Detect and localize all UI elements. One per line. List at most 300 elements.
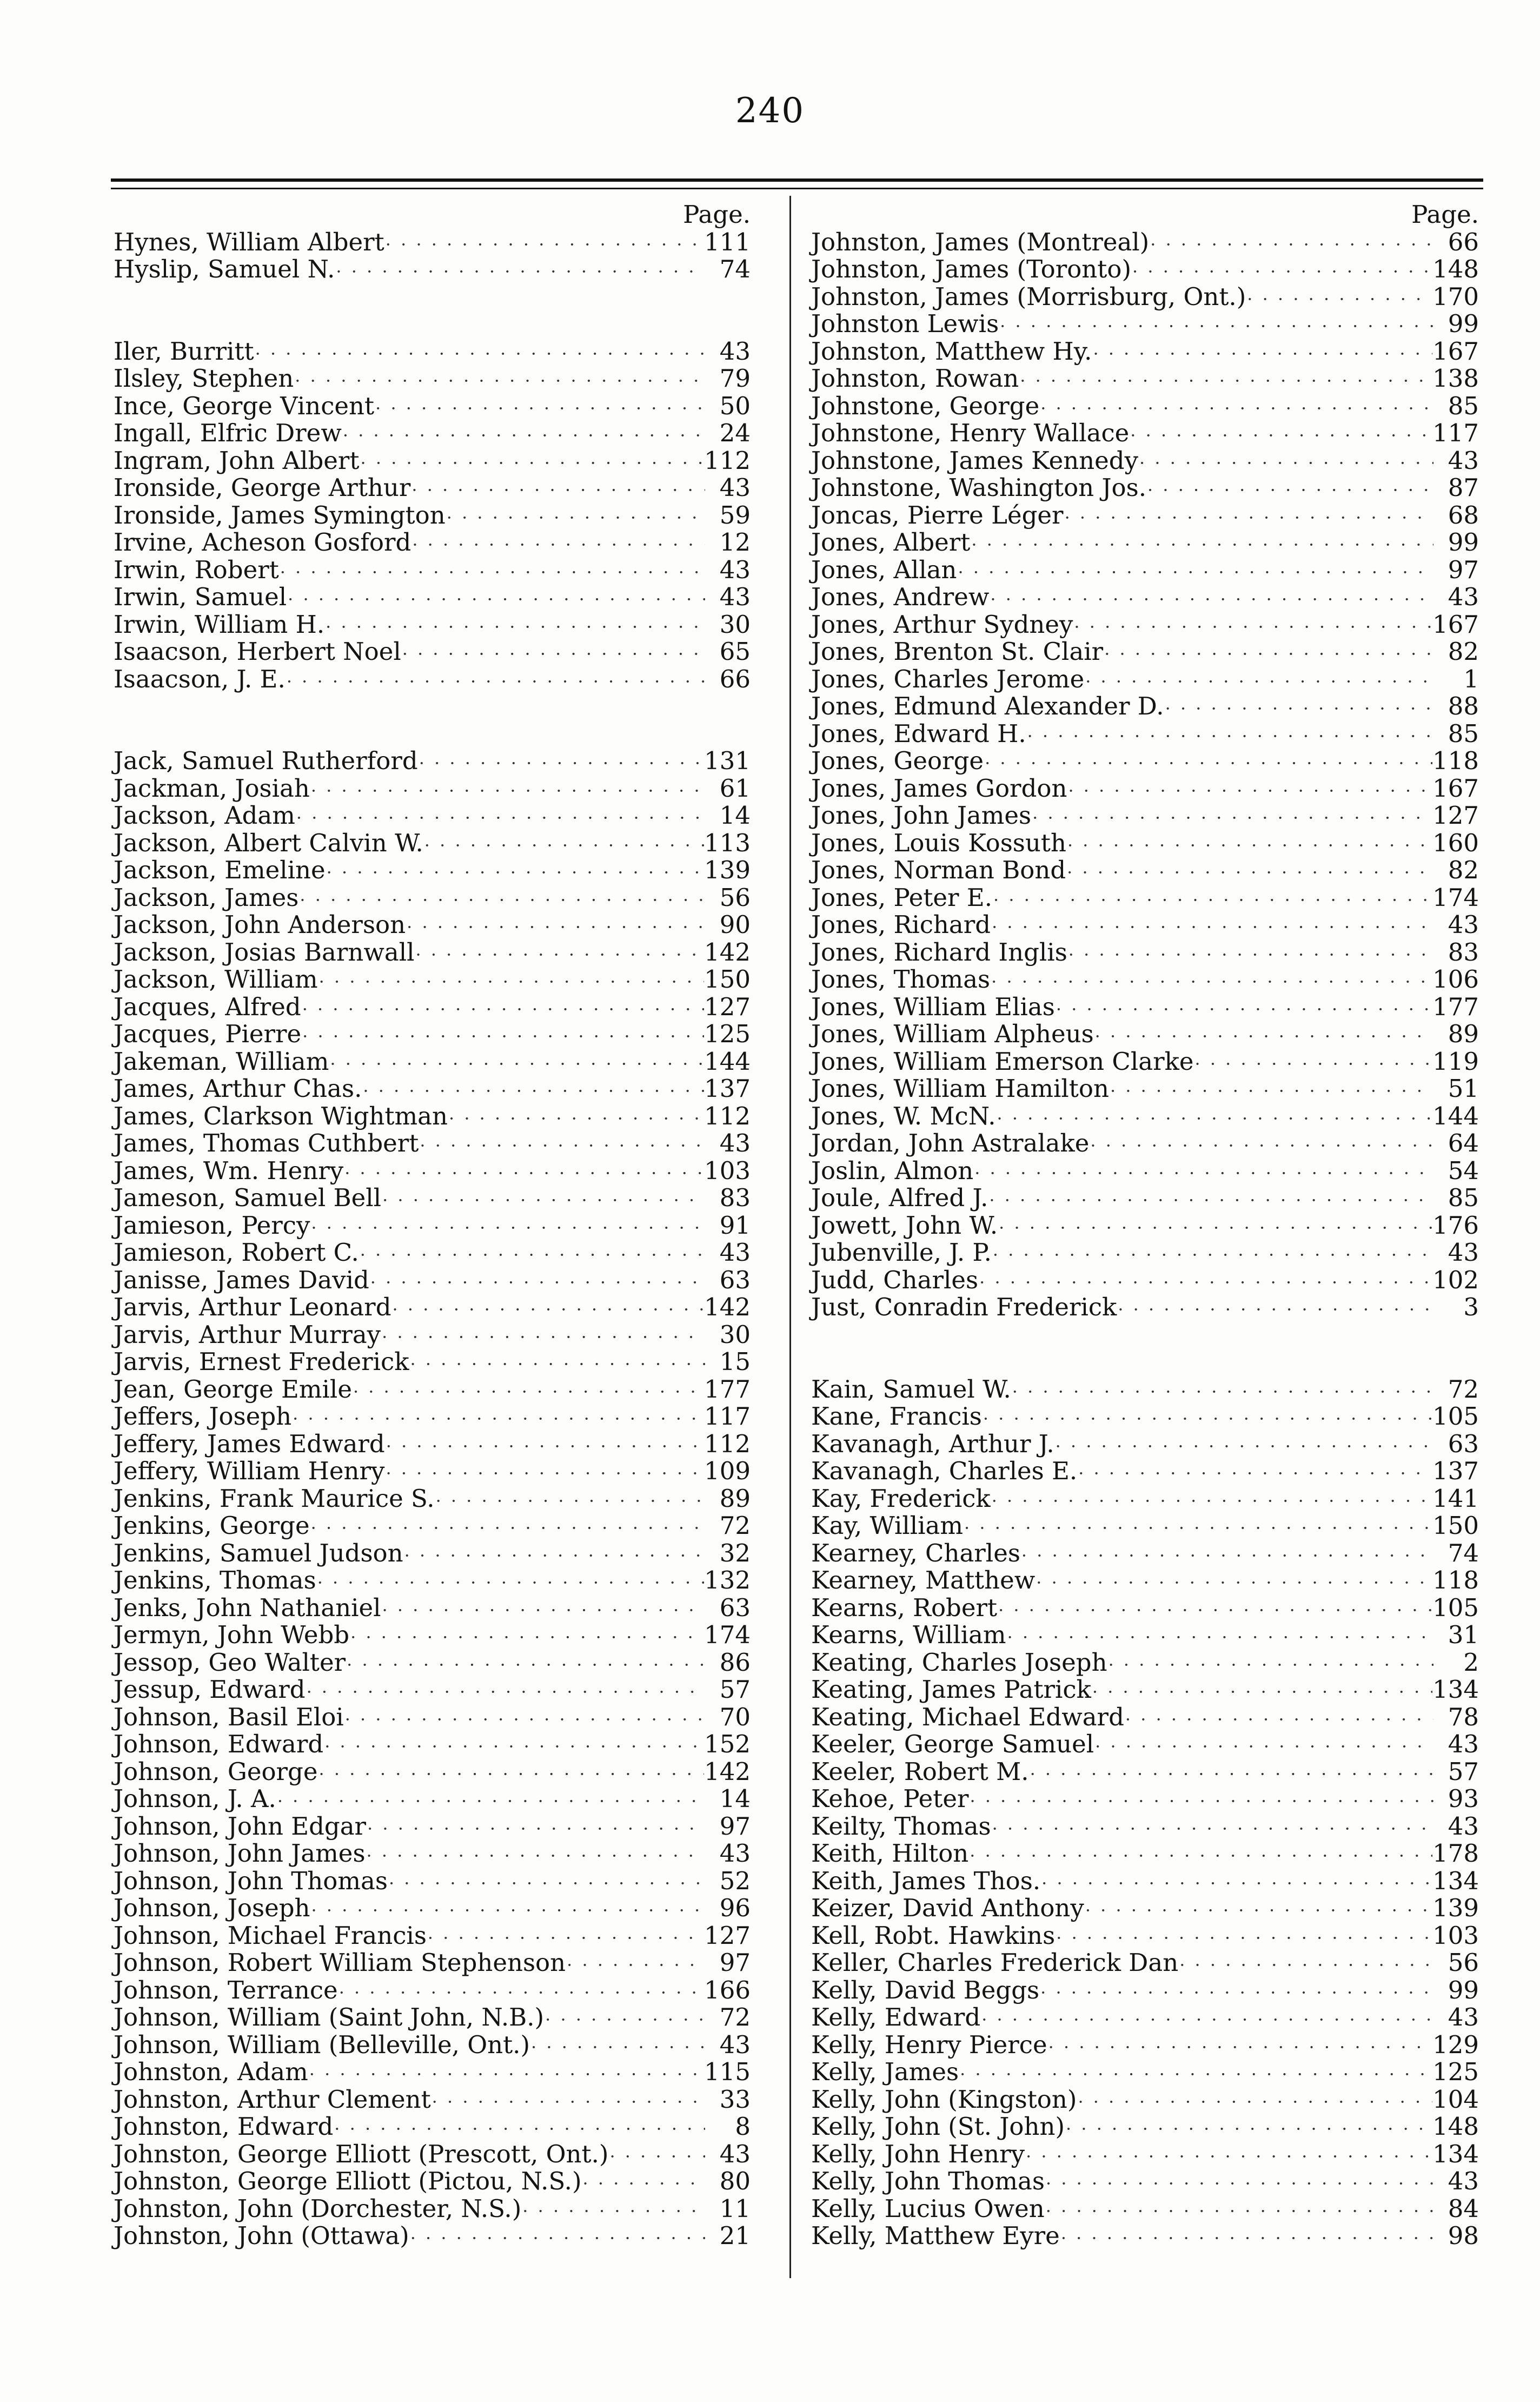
index-entry xyxy=(811,1567,1479,1594)
leader-dots xyxy=(1019,367,1432,395)
index-entry xyxy=(811,1431,1479,1458)
entry-page: 83 xyxy=(719,1183,751,1212)
entry-name: Jones, Charles Jerome xyxy=(811,664,1085,693)
entry-name: Johnson, Robert William Stephenson xyxy=(114,1948,566,1977)
leader-dots xyxy=(349,1624,704,1651)
leader-dots xyxy=(423,832,704,859)
index-entry xyxy=(114,1212,751,1240)
entry-page: 127 xyxy=(704,992,751,1021)
entry-name: Johnston, James (Morrisburg, Ont.) xyxy=(811,282,1246,311)
leader-dots xyxy=(1031,804,1432,832)
entry-name: Kelly, Matthew Eyre xyxy=(811,2221,1060,2250)
index-entry xyxy=(811,1922,1479,1950)
index-entry xyxy=(811,1731,1479,1758)
index-entry xyxy=(811,1048,1479,1076)
entry-name: Jacques, Pierre xyxy=(114,1020,302,1048)
entry-name: Jones, William Alpheus xyxy=(811,1020,1094,1048)
entry-name: James, Arthur Chas. xyxy=(114,1074,362,1103)
entry-page: 97 xyxy=(719,1948,751,1977)
leader-dots xyxy=(310,1214,705,1242)
index-entry xyxy=(811,1485,1479,1513)
index-entry xyxy=(811,1130,1479,1157)
entry-name: Jackson, John Anderson xyxy=(114,910,406,939)
leader-dots xyxy=(1047,2034,1432,2061)
index-entry xyxy=(811,1294,1479,1321)
entry-name: Johnson, John Thomas xyxy=(114,1866,388,1895)
index-entry xyxy=(811,1267,1479,1294)
entry-name: Jones, Thomas xyxy=(811,965,991,994)
leader-dots xyxy=(318,968,704,996)
index-entry xyxy=(811,1758,1479,1786)
entry-page: 30 xyxy=(719,610,751,639)
leader-dots xyxy=(1077,1460,1432,1487)
entry-name: Jermyn, John Webb xyxy=(114,1620,350,1649)
leader-dots xyxy=(992,886,1432,914)
leader-dots xyxy=(448,1105,704,1133)
entry-page: 43 xyxy=(719,555,751,584)
entry-name: Jarvis, Arthur Murray xyxy=(114,1320,381,1349)
entry-page: 30 xyxy=(719,1320,751,1349)
leader-dots xyxy=(286,668,705,696)
leader-dots xyxy=(352,1378,704,1406)
entry-page: 177 xyxy=(704,1374,751,1404)
index-entry xyxy=(811,2222,1479,2250)
entry-page: 2 xyxy=(1463,1647,1479,1677)
leader-dots xyxy=(992,1241,1433,1269)
leader-dots xyxy=(401,640,705,668)
index-entry xyxy=(114,1649,751,1677)
entry-page: 43 xyxy=(1448,2003,1479,2032)
entry-name: Jones, George xyxy=(811,746,984,775)
entry-page: 65 xyxy=(719,637,751,666)
entry-name: Johnston, John (Ottawa) xyxy=(114,2221,409,2250)
leader-dots xyxy=(1164,695,1433,723)
index-entry xyxy=(811,393,1479,420)
index-entry xyxy=(811,1704,1479,1731)
entry-name: Jack, Samuel Rutherford xyxy=(114,746,418,775)
leader-dots xyxy=(1006,1624,1433,1651)
index-entry xyxy=(114,857,751,884)
index-entry xyxy=(811,1157,1479,1185)
leader-dots xyxy=(957,559,1433,586)
leader-dots xyxy=(970,531,1433,559)
index-entry xyxy=(114,2032,751,2059)
entry-page: 43 xyxy=(1448,1238,1479,1267)
leader-dots xyxy=(410,477,705,504)
leader-dots xyxy=(295,804,705,832)
leader-dots xyxy=(324,613,705,641)
entry-name: Johnston, Rowan xyxy=(811,364,1019,393)
index-entry xyxy=(114,1485,751,1513)
entry-name: Kelly, John (St. John) xyxy=(811,2112,1065,2141)
leader-dots xyxy=(346,1651,705,1679)
leader-dots xyxy=(1054,1433,1433,1460)
index-entry xyxy=(811,994,1479,1021)
leader-dots xyxy=(316,1569,704,1597)
index-entry xyxy=(811,1376,1479,1404)
leader-dots xyxy=(276,1788,705,1815)
index-entry xyxy=(114,2141,751,2168)
leader-dots xyxy=(403,1542,705,1570)
index-entry xyxy=(811,720,1479,748)
leader-dots xyxy=(342,422,705,449)
leader-dots xyxy=(1084,1897,1432,1924)
entry-page: 82 xyxy=(1448,856,1479,884)
index-entry xyxy=(811,338,1479,366)
entry-name: Jones, Richard xyxy=(811,910,991,939)
entry-page: 64 xyxy=(1448,1129,1479,1157)
index-entry xyxy=(114,1758,751,1786)
index-entry xyxy=(114,365,751,393)
entry-page: 142 xyxy=(704,1757,751,1786)
leader-dots xyxy=(385,1433,704,1460)
leader-dots xyxy=(388,1870,705,1897)
entry-name: Joule, Alfred J. xyxy=(811,1183,988,1212)
entry-name: Jenkins, Frank Maurice S. xyxy=(114,1484,435,1513)
index-entry xyxy=(114,830,751,857)
index-entry xyxy=(811,1021,1479,1048)
right-column xyxy=(811,201,1479,2250)
page-column-label: Page. xyxy=(1411,200,1479,229)
entry-page: 51 xyxy=(1448,1074,1479,1103)
entry-page: 43 xyxy=(719,336,751,366)
entry-page: 72 xyxy=(1448,1374,1479,1404)
leader-dots xyxy=(1092,340,1432,368)
index-entry xyxy=(114,966,751,994)
leader-dots xyxy=(323,1733,704,1761)
entry-page: 84 xyxy=(1448,2194,1479,2223)
entry-name: Jones, Brenton St. Clair xyxy=(811,637,1104,666)
leader-dots xyxy=(406,914,705,941)
entry-name: Isaacson, J. E. xyxy=(114,664,286,693)
leader-dots xyxy=(1149,231,1433,259)
index-entry xyxy=(114,1840,751,1868)
index-entry xyxy=(114,557,751,584)
entry-name: Kelly, David Beggs xyxy=(811,1975,1040,2004)
entry-page: 134 xyxy=(1432,1866,1479,1895)
index-entry xyxy=(114,2059,751,2086)
index-entry xyxy=(114,2222,751,2250)
index-entry xyxy=(114,802,751,830)
entry-name: Kearney, Charles xyxy=(811,1538,1020,1567)
entry-page: 150 xyxy=(1432,1511,1479,1540)
entry-name: Janisse, James David xyxy=(114,1265,369,1294)
entry-page: 56 xyxy=(719,883,751,912)
entry-name: Jessup, Edward xyxy=(114,1675,306,1704)
entry-name: Jowett, John W. xyxy=(811,1210,998,1240)
entry-page: 85 xyxy=(1448,391,1479,420)
entry-page: 3 xyxy=(1463,1293,1479,1321)
index-entry xyxy=(114,1294,751,1321)
leader-dots xyxy=(1067,777,1432,805)
entry-name: Jones, W. McN. xyxy=(811,1101,996,1130)
leader-dots xyxy=(998,1214,1432,1242)
entry-name: Jones, Andrew xyxy=(811,583,990,611)
leader-dots xyxy=(1039,1979,1433,2007)
entry-name: James, Thomas Cuthbert xyxy=(114,1129,419,1157)
index-entry xyxy=(114,911,751,939)
entry-page: 148 xyxy=(1432,2112,1479,2141)
entry-name: Jenks, John Nathaniel xyxy=(114,1593,381,1622)
leader-dots xyxy=(335,258,705,286)
leader-dots xyxy=(989,586,1433,613)
index-entry xyxy=(811,310,1479,338)
index-entry xyxy=(811,1676,1479,1704)
entry-name: Jackson, Adam xyxy=(114,801,295,830)
entry-page: 117 xyxy=(704,1402,751,1431)
index-entry xyxy=(114,1376,751,1404)
entry-name: Kavanagh, Arthur J. xyxy=(811,1429,1054,1458)
index-entry xyxy=(114,1157,751,1185)
entry-page: 43 xyxy=(1448,446,1479,475)
entry-name: Keller, Charles Frederick Dan xyxy=(811,1948,1179,1977)
page-column-label: Page. xyxy=(683,200,751,229)
entry-page: 129 xyxy=(1432,2030,1479,2059)
entry-name: Jeffers, Joseph xyxy=(114,1402,292,1431)
entry-page: 160 xyxy=(1432,828,1479,857)
leader-dots xyxy=(374,395,705,422)
entry-page: 102 xyxy=(1432,1265,1479,1294)
leader-dots xyxy=(366,1842,705,1870)
leader-dots xyxy=(984,750,1432,777)
index-entry xyxy=(811,420,1479,447)
entry-name: Kavanagh, Charles E. xyxy=(811,1457,1078,1485)
index-entry xyxy=(114,666,751,693)
entry-page: 33 xyxy=(719,2085,751,2114)
leader-dots xyxy=(1064,504,1433,532)
index-entry xyxy=(811,802,1479,830)
leader-dots xyxy=(1039,395,1433,422)
entry-name: Jacques, Alfred xyxy=(114,992,301,1021)
index-entry xyxy=(811,1239,1479,1267)
index-entry xyxy=(811,2141,1479,2168)
leader-dots xyxy=(1026,723,1433,750)
index-entry xyxy=(114,994,751,1021)
entry-name: Johnston, Edward xyxy=(114,2112,334,2141)
index-entry xyxy=(114,1130,751,1157)
index-entry xyxy=(114,638,751,666)
entry-name: Joslin, Almon xyxy=(811,1156,974,1185)
entry-page: 98 xyxy=(1448,2221,1479,2250)
entry-page: 21 xyxy=(719,2221,751,2250)
entry-name: Keith, James Thos. xyxy=(811,1866,1041,1895)
entry-name: Kearns, William xyxy=(811,1620,1006,1649)
entry-page: 97 xyxy=(1448,555,1479,584)
entry-name: Jones, Richard Inglis xyxy=(811,937,1067,967)
index-entry xyxy=(811,2004,1479,2032)
index-entry xyxy=(811,584,1479,611)
entry-page: 68 xyxy=(1448,500,1479,530)
entry-name: Johnson, Joseph xyxy=(114,1894,310,1922)
leader-dots xyxy=(1020,1542,1433,1570)
entry-name: Keeler, George Samuel xyxy=(811,1730,1094,1758)
leader-dots xyxy=(1025,2143,1432,2171)
entry-name: Jordan, John Astralake xyxy=(811,1129,1090,1157)
leader-dots xyxy=(1084,668,1433,696)
entry-page: 142 xyxy=(704,937,751,967)
entry-page: 63 xyxy=(1448,1429,1479,1458)
entry-name: Kelly, John Thomas xyxy=(811,2167,1045,2195)
leader-dots xyxy=(308,2061,704,2088)
leader-dots xyxy=(1089,1132,1433,1160)
index-entry xyxy=(114,1567,751,1594)
leader-dots xyxy=(446,504,705,532)
entry-page: 174 xyxy=(704,1620,751,1649)
index-entry xyxy=(811,365,1479,393)
leader-dots xyxy=(326,859,704,886)
leader-dots xyxy=(310,1897,705,1924)
entry-name: Johnson, Michael Francis xyxy=(114,1921,427,1950)
entry-page: 176 xyxy=(1432,1210,1479,1240)
entry-page: 105 xyxy=(1432,1402,1479,1431)
entry-page: 31 xyxy=(1448,1620,1479,1649)
leader-dots xyxy=(381,1187,705,1214)
entry-page: 97 xyxy=(719,1811,751,1841)
index-entry xyxy=(811,1649,1479,1677)
index-entry xyxy=(811,2032,1479,2059)
leader-dots xyxy=(344,1706,705,1733)
leader-dots xyxy=(1107,1651,1433,1679)
leader-dots xyxy=(997,1597,1432,1624)
leader-dots xyxy=(310,777,705,805)
entry-page: 139 xyxy=(1432,1894,1479,1922)
entry-name: James, Wm. Henry xyxy=(114,1156,344,1185)
index-entry xyxy=(114,1785,751,1813)
entry-name: Hyslip, Samuel N. xyxy=(114,255,335,283)
index-entry xyxy=(811,911,1479,939)
entry-page: 93 xyxy=(1448,1784,1479,1813)
entry-name: Kay, William xyxy=(811,1511,964,1540)
entry-name: Johnston, James (Toronto) xyxy=(811,255,1132,283)
leader-dots xyxy=(391,1296,705,1324)
entry-name: Johnson, William (Saint John, N.B.) xyxy=(114,2003,545,2032)
index-entry xyxy=(114,1267,751,1294)
entry-page: 142 xyxy=(704,1293,751,1321)
entry-page: 78 xyxy=(1448,1702,1479,1731)
index-entry xyxy=(114,1731,751,1758)
entry-page: 138 xyxy=(1432,364,1479,393)
entry-name: Iler, Burritt xyxy=(114,336,254,366)
entry-page: 113 xyxy=(704,828,751,857)
leader-dots xyxy=(306,1678,705,1706)
entry-name: Johnston, Matthew Hy. xyxy=(811,336,1092,366)
entry-page: 79 xyxy=(719,364,751,393)
leader-dots xyxy=(369,1269,705,1296)
index-entry xyxy=(114,1676,751,1704)
entry-page: 105 xyxy=(1432,1593,1479,1622)
entry-page: 61 xyxy=(719,773,751,803)
entry-page: 115 xyxy=(704,2057,751,2086)
leader-dots xyxy=(980,2006,1433,2034)
entry-name: Johnston, George Elliott (Pictou, N.S.) xyxy=(114,2167,582,2195)
index-entry xyxy=(114,1949,751,1977)
entry-name: Johnstone, George xyxy=(811,391,1040,420)
leader-dots xyxy=(968,1788,1433,1815)
index-entry xyxy=(811,693,1479,720)
index-entry xyxy=(114,1403,751,1431)
leader-dots xyxy=(254,340,705,368)
leader-dots xyxy=(279,559,705,586)
entry-name: Jackman, Josiah xyxy=(114,773,310,803)
index-entry xyxy=(114,256,751,283)
entry-page: 80 xyxy=(719,2167,751,2195)
entry-name: Keating, James Patrick xyxy=(811,1675,1091,1704)
entry-page: 43 xyxy=(1448,910,1479,939)
entry-name: Kay, Frederick xyxy=(811,1484,991,1513)
entry-name: Ironside, George Arthur xyxy=(114,473,411,502)
entry-name: Ingram, John Albert xyxy=(114,446,360,475)
index-entry xyxy=(114,584,751,611)
leader-dots xyxy=(1131,258,1432,286)
entry-name: Johnston, George Elliott (Prescott, Ont.) xyxy=(114,2139,609,2168)
entry-name: Jenkins, Samuel Judson xyxy=(114,1538,403,1567)
index-entry xyxy=(114,1103,751,1130)
entry-page: 54 xyxy=(1448,1156,1479,1185)
entry-page: 174 xyxy=(1432,883,1479,912)
index-entry xyxy=(811,474,1479,502)
entry-page: 87 xyxy=(1448,473,1479,502)
entry-page: 178 xyxy=(1432,1839,1479,1868)
leader-dots xyxy=(990,968,1432,996)
leader-dots xyxy=(1103,640,1433,668)
leader-dots xyxy=(978,1269,1432,1296)
entry-name: Keilty, Thomas xyxy=(811,1811,991,1841)
entry-page: 167 xyxy=(1432,610,1479,639)
entry-page: 112 xyxy=(704,1429,751,1458)
entry-name: Johnson, Edward xyxy=(114,1730,324,1758)
entry-name: Jones, James Gordon xyxy=(811,773,1067,803)
entry-name: Jamieson, Percy xyxy=(114,1210,310,1240)
entry-name: Kelly, Edward xyxy=(811,2003,981,2032)
entry-name: Irwin, Samuel xyxy=(114,583,287,611)
index-entry xyxy=(811,2086,1479,2114)
entry-page: 88 xyxy=(1448,692,1479,720)
index-entry xyxy=(114,939,751,967)
entry-name: Ince, George Vincent xyxy=(114,391,375,420)
index-entry xyxy=(811,830,1479,857)
left-column xyxy=(114,201,751,2250)
entry-page: 167 xyxy=(1432,773,1479,803)
leader-dots xyxy=(1055,996,1432,1023)
index-entry xyxy=(811,283,1479,311)
entry-name: Jones, William Elias xyxy=(811,992,1055,1021)
entry-name: Kelly, John Henry xyxy=(811,2139,1025,2168)
entry-name: Keizer, David Anthony xyxy=(811,1894,1084,1922)
entry-name: Jackson, Albert Calvin W. xyxy=(114,828,423,857)
entry-page: 59 xyxy=(719,500,751,530)
leader-dots xyxy=(1065,2115,1432,2143)
entry-page: 99 xyxy=(1448,528,1479,557)
entry-name: Kell, Robt. Hawkins xyxy=(811,1921,1056,1950)
entry-page: 96 xyxy=(719,1894,751,1922)
entry-name: Jones, Louis Kossuth xyxy=(811,828,1066,857)
entry-name: Kane, Francis xyxy=(811,1402,982,1431)
entry-page: 148 xyxy=(1432,255,1479,283)
entry-page: 112 xyxy=(704,1101,751,1130)
leader-dots xyxy=(991,1487,1432,1515)
entry-page: 127 xyxy=(704,1921,751,1950)
entry-name: Kehoe, Peter xyxy=(811,1784,969,1813)
entry-page: 24 xyxy=(719,419,751,447)
entry-name: Jones, William Emerson Clarke xyxy=(811,1047,1194,1076)
entry-page: 85 xyxy=(1448,719,1479,748)
index-entry xyxy=(114,1622,751,1649)
entry-name: Irvine, Acheson Gosford xyxy=(114,528,411,557)
entry-page: 103 xyxy=(704,1156,751,1185)
entry-page: 52 xyxy=(719,1866,751,1895)
entry-name: Jenkins, George xyxy=(114,1511,310,1540)
leader-dots xyxy=(991,914,1433,941)
